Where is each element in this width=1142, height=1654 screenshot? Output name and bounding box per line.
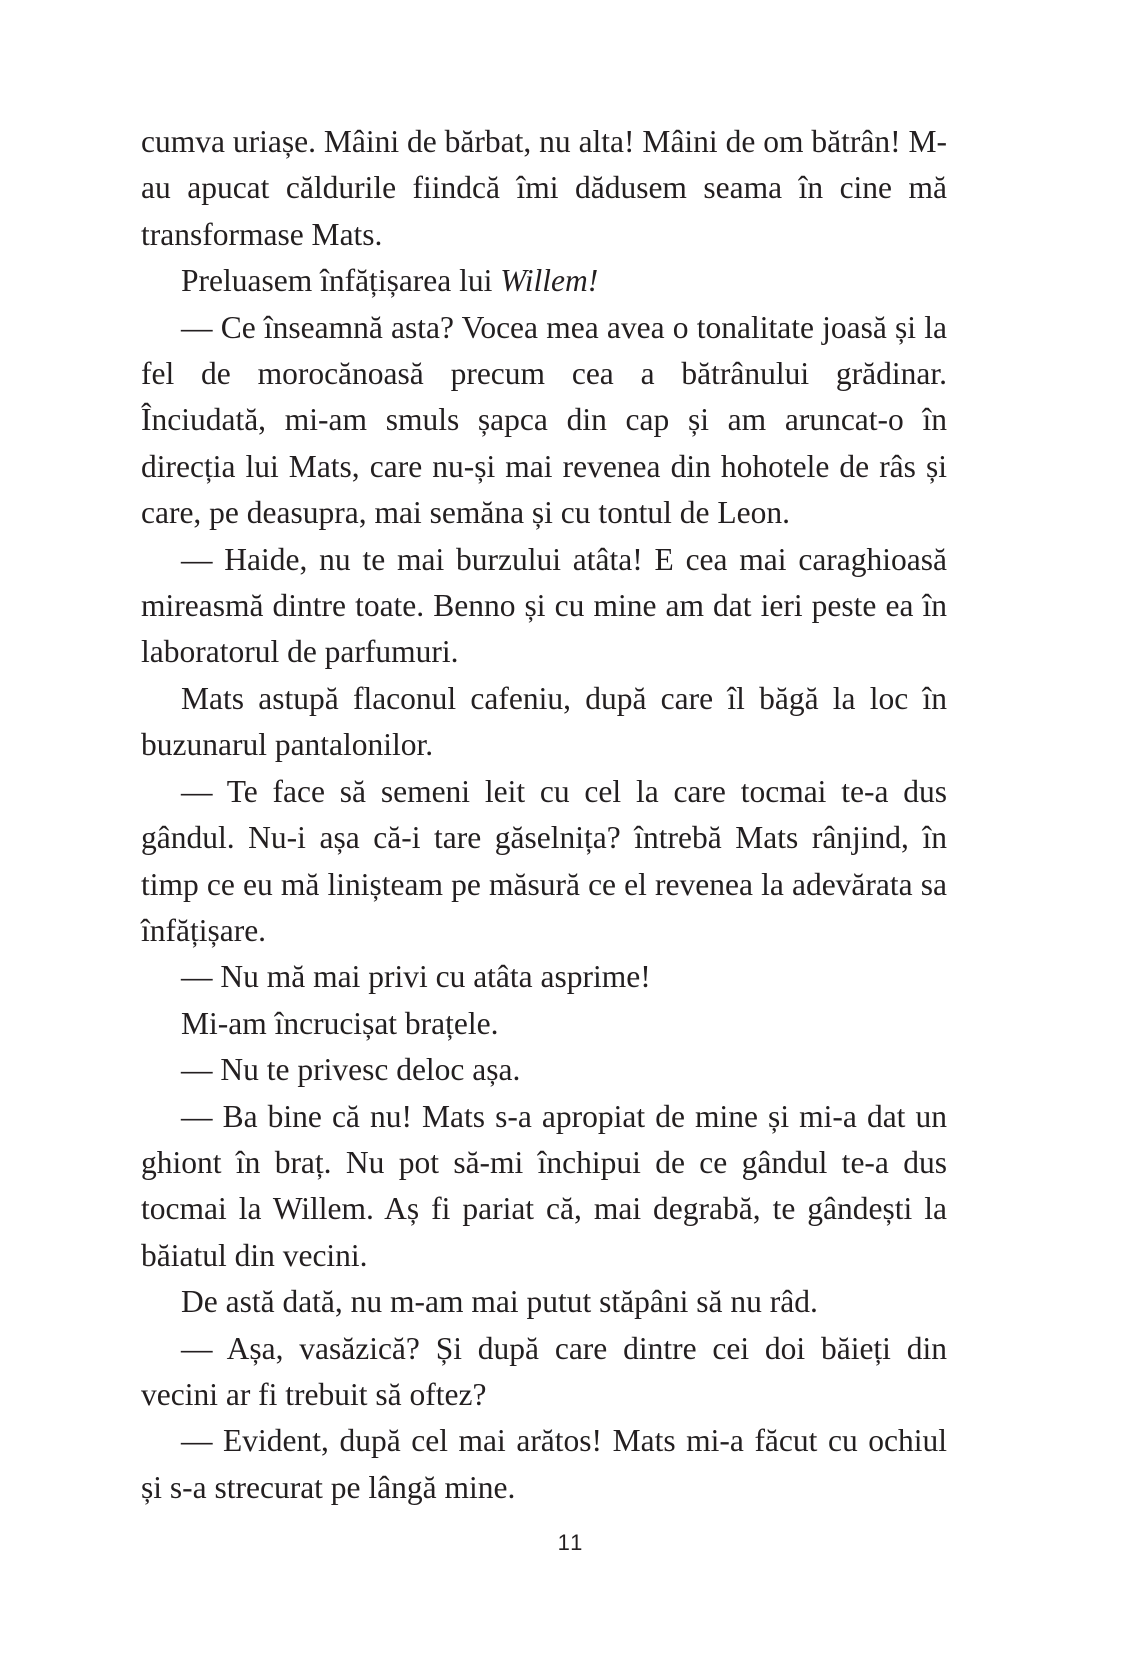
dialogue-paragraph: — Așa, vasăzică? Și după care dintre cei doi băieți din vecini ar fi trebuit să oftez?: [141, 1330, 947, 1412]
dialogue-paragraph: — Haide, nu te mai burzului atâta! E cea mai caraghioasă mireasmă dintre toate. Benno și cu mine am dat ieri peste ea în laboratorul de parfumuri.: [141, 541, 947, 670]
dialogue-paragraph: — Nu te privesc deloc așa.: [181, 1052, 521, 1088]
paragraph: De astă dată, nu m-am mai putut stăpâni să nu râd.: [181, 1284, 818, 1320]
paragraph: [141, 258, 947, 304]
dialogue-paragraph: — Te face să semeni leit cu cel la care tocmai te-a dus gândul. Nu-i așa că-i tare găselnița? întrebă Mats rânjind, în timp ce eu mă linișteam pe măsură ce el revenea la adevărata sa înfățișare.: [141, 773, 947, 948]
paragraph-continuation: cumva uriașe. Mâini de bărbat, nu alta! Mâini de om bătrân! M-au apucat căldurile fiindcă îmi dădusem seama în cine mă transformase Mats.: [141, 124, 947, 252]
dialogue-paragraph: — Evident, după cel mai arătos! Mats mi-a făcut cu ochiul și s-a strecurat pe lângă mine.: [141, 1423, 947, 1505]
dialogue-paragraph: — Ce înseamnă asta? Vocea mea avea o tonalitate joasă și la fel de morocănoasă precum cea a bătrânului grădinar. Înciudată, mi-am smuls șapca din cap și am aruncat-o în direcția lui Mats, care nu-și mai revenea din hohotele de râs și care, pe deasupra, mai semăna și cu tontul de Leon.: [141, 309, 947, 531]
dialogue-paragraph: — Nu mă mai privi cu atâta asprime!: [181, 959, 651, 995]
page-number: 11: [557, 1530, 585, 1555]
dialogue-paragraph: — Ba bine că nu! Mats s-a apropiat de mine și mi-a dat un ghiont în braț. Nu pot să-mi închipui de ce gândul te-a dus tocmai la Willem. Aș fi pariat că, mai degrabă, te gândești la băiatul din vecini.: [141, 1098, 947, 1273]
paragraph-text: Preluasem înfățișarea lui: [181, 263, 501, 299]
body-text: [141, 119, 947, 1511]
paragraph: Mi-am încrucișat brațele.: [181, 1005, 499, 1041]
italic-emphasis: Willem!: [500, 263, 599, 299]
paragraph: Mats astupă flaconul cafeniu, după care îl băgă la loc în buzunarul pantalonilor.: [141, 680, 947, 763]
